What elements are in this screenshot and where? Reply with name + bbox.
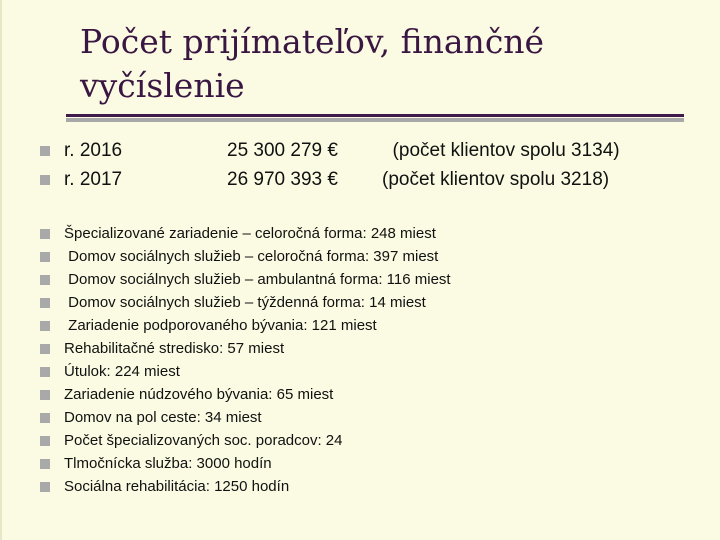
- bullet-square-icon: [40, 344, 50, 354]
- list-item-text: Sociálna rehabilitácia: 1250 hodín: [64, 478, 290, 495]
- year-row-2017: [0, 168, 720, 192]
- bullet-square-icon: [40, 175, 50, 185]
- amount-value: 26 970 393 €: [227, 169, 338, 190]
- list-item: [0, 406, 720, 429]
- bullet-square-icon: [40, 413, 50, 423]
- bullet-square-icon: [40, 229, 50, 239]
- list-item-text: Útulok: 224 miest: [64, 363, 180, 380]
- list-item-text: Špecializované zariadenie – celoročná forma: 248 miest: [64, 225, 436, 242]
- list-item: [0, 222, 720, 245]
- list-item: [0, 452, 720, 475]
- list-item: [0, 268, 720, 291]
- list-item-text: Domov sociálnych služieb – týždenná forma: 14 miest: [64, 294, 426, 311]
- year-row-2016: [0, 139, 720, 163]
- bullet-square-icon: [40, 298, 50, 308]
- list-item: [0, 360, 720, 383]
- year-label: r. 2016: [64, 140, 123, 161]
- title-underline: [66, 114, 684, 122]
- list-item-text: Domov sociálnych služieb – celoročná forma: 397 miest: [64, 248, 439, 265]
- list-item: [0, 429, 720, 452]
- list-item-text: Rehabilitačné stredisko: 57 miest: [64, 340, 285, 357]
- list-item-text: Počet špecializovaných soc. poradcov: 24: [64, 432, 343, 449]
- bullet-square-icon: [40, 482, 50, 492]
- list-item: [0, 383, 720, 406]
- bullet-square-icon: [40, 275, 50, 285]
- list-item-text: Tlmočnícka služba: 3000 hodín: [64, 455, 272, 472]
- bullet-square-icon: [40, 146, 50, 156]
- bullet-square-icon: [40, 390, 50, 400]
- list-item: [0, 245, 720, 268]
- clients-count: (počet klientov spolu 3218): [382, 169, 610, 190]
- slide-title: Počet prijímateľov, finančné vyčíslenie: [80, 22, 545, 105]
- list-item: [0, 475, 720, 498]
- list-item: [0, 291, 720, 314]
- bullet-square-icon: [40, 252, 50, 262]
- title-underline-light: [66, 118, 684, 122]
- list-item-text: Domov na pol ceste: 34 miest: [64, 409, 262, 426]
- year-label: r. 2017: [64, 169, 123, 190]
- clients-count: (počet klientov spolu 3134): [382, 140, 620, 161]
- list-item: [0, 337, 720, 360]
- bullet-square-icon: [40, 436, 50, 446]
- bullet-square-icon: [40, 459, 50, 469]
- title-underline-dark: [66, 114, 684, 117]
- amount-value: 25 300 279 €: [227, 140, 338, 161]
- bullet-square-icon: [40, 367, 50, 377]
- list-item: [0, 314, 720, 337]
- list-item-text: Zariadenie podporovaného bývania: 121 miest: [64, 317, 377, 334]
- list-item-text: Domov sociálnych služieb – ambulantná forma: 116 miest: [64, 271, 451, 288]
- list-item-text: Zariadenie núdzového bývania: 65 miest: [64, 386, 334, 403]
- bullet-square-icon: [40, 321, 50, 331]
